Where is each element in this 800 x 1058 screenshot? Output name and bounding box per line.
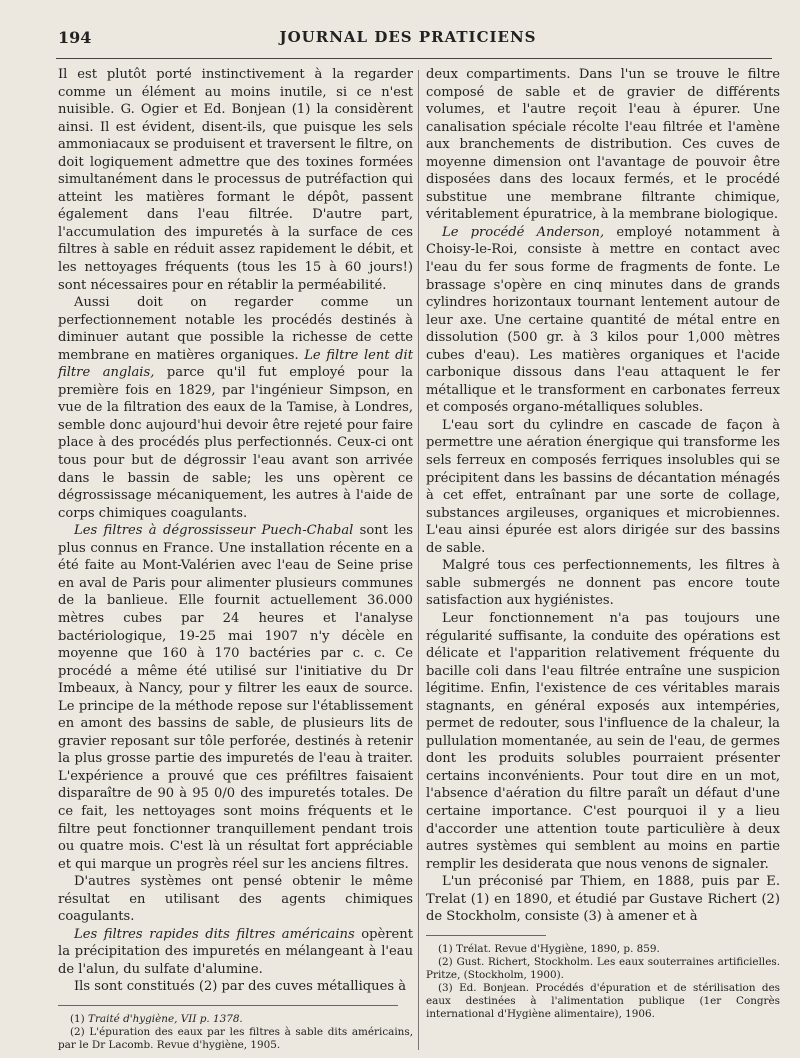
italic-term: Le procédé Anderson, xyxy=(442,224,605,240)
paragraph: deux compartiments. Dans l'un se trouve le filtre composé de sable et de gravier de différents volumes, et l'autre reçoit l'eau à épurer. Une canalisation spéciale récolte l'eau filtrée et l'amène aux branchements de distribution. Ces cuves de moyenne dimension ont l'avantage de pouvoir être disposées dans des locaux fermés, et le procédé substitue une membrane filtrante chimique, véritablement épuratrice, à la membrane biologique. xyxy=(426,67,780,223)
footnotes xyxy=(426,943,780,1021)
italic-term: Le filtre lent dit filtre anglais, xyxy=(58,347,413,381)
paragraph xyxy=(58,926,413,979)
paragraph: L'un préconisé par Thiem, en 1888, puis par E. Trelat (1) en 1890, et étudié par Gustave Richert (2) de Stockholm, consiste (3) à amener et à xyxy=(426,874,780,925)
paragraph xyxy=(58,294,413,522)
page-number: 194 xyxy=(58,28,92,47)
italic-term: Les filtres à dégrossisseur Puech-Chabal xyxy=(74,523,354,539)
right-column xyxy=(426,66,780,1021)
paragraph-text: employé notamment à Choisy-le-Roi, consiste à mettre en contact avec l'eau du fer sous forme de fragments de fonte. Le brassage s'opère en cinq minutes dans de grands cylindres horizontaux tournant lentement autour de leur axe. Une certaine quantité de métal entre en dissolution (500 gr. à 3 kilos pour 1,000 mètres cubes d'eau). Les matières organiques et l'acide carbonique dissous dans l'eau attaquent le fer métallique et le transforment en carbonates ferreux et composés organo-métalliques solubles. xyxy=(426,224,781,416)
paragraph: Ils sont constitués (2) par des cuves métalliques à xyxy=(74,979,407,995)
footnote: (3) Ed. Bonjean. Procédés d'épuration et de stérilisation des eaux destinées à l'alimentation publique (1er Congrès international d'Hygiène alimentaire), 1906. xyxy=(426,981,780,1020)
paragraph-text: opèrent la précipitation des impuretés en mélangeant à l'eau de l'alun, du sulfate d'alumine. xyxy=(58,926,413,977)
paragraph: L'eau sort du cylindre en cascade de façon à permettre une aération énergique qui transforme les sels ferreux en composés ferriques insolubles qui se précipitent dans les bassins de décantation ménagés à cet effet, entraînant par une sorte de collage, substances argileuses, organiques et microbiennes. L'eau ainsi épurée est alors dirigée sur des bassins de sable. xyxy=(426,417,780,556)
header-rule xyxy=(56,58,772,59)
footnote xyxy=(58,1013,413,1026)
footnote-number: (1) xyxy=(70,1012,85,1025)
paragraph: Il est plutôt porté instinctivement à la regarder comme un élément au moins inutile, si ce n'est nuisible. G. Ogier et Ed. Bonjean (1) la considèrent ainsi. Il est évident, disent-ils, que puisque les sels ammoniacaux se produisent et traversent le filtre, on doit logiquement admettre que des toxines formées simultanément dans le processus de putréfaction qui atteint les matières formant le dépôt, passent également dans l'eau filtrée. D'autre part, l'accumulation des impuretés à la surface de ces filtres à sable en réduit assez rapidement le débit, et les nettoyages fréquents (tous les 15 à 60 jours!) sont nécessaires pour en rétablir la perméabilité. xyxy=(58,67,413,293)
journal-title: JOURNAL DES PRATICIENS xyxy=(279,28,537,46)
paragraph-text: sont les plus connus en France. Une installation récente en a été faite au Mont-Valérien avec l'eau de Seine prise en aval de Paris pour alimenter plusieurs communes de la banlieue. Elle fournit actuellement 36.000 mètres cubes par 24 heures et l'analyse bactériologique, 19-25 mai 1907 n'y décèle en moyenne que 160 à 170 bactéries par c. c. Ce procédé a même été utilisé sur l'initiative du Dr Imbeaux, à Nancy, pour y filtrer les eaux de source. Le principe de la méthode repose sur l'établissement en amont des bassins de sable, de plusieurs lits de gravier reposant sur tôle perforée, destinés à retenir la plus grosse partie des impuretés de l'eau à traiter. L'expérience a prouvé que ces préfiltres faisaient disparaître de 90 à 95 0/0 des impuretés totales. De ce fait, les nettoyages sont moins fréquents et le filtre peut fonctionner tranquillement pendant trois ou quatre mois. C'est là un résultat fort appréciable et qui marque un progrès réel sur les anciens filtres. xyxy=(58,523,413,872)
footnote: (2) Gust. Richert, Stockholm. Les eaux souterraines artificielles. Pritze, (Stockholm, 1900). xyxy=(426,955,780,981)
footnote-rule xyxy=(426,935,546,936)
footnote-text: Traité d'hygiène, VII p. 1378. xyxy=(88,1012,243,1025)
italic-term: Les filtres rapides dits filtres américains xyxy=(74,926,355,942)
paragraph: D'autres systèmes ont pensé obtenir le même résultat en utilisant des agents chimiques coagulants. xyxy=(58,874,413,925)
paragraph xyxy=(426,224,780,417)
footnote-rule xyxy=(58,1005,398,1006)
footnote: (1) Trélat. Revue d'Hygiène, 1890, p. 859. xyxy=(438,942,660,955)
paragraph xyxy=(58,522,413,873)
footnotes xyxy=(58,1013,413,1052)
paragraph-text: parce qu'il fut employé pour la première fois en 1829, par l'ingénieur Simpson, en vue de la filtration des eaux de la Tamise, à Londres, semble donc aujourd'hui devoir être rejeté pour faire place à des procédés plus perfectionnés. Ceux-ci ont tous pour but de dégrossir l'eau avant son arrivée dans le bassin de sable; les uns opèrent ce dégrossissage mécaniquement, les autres à l'aide de corps chimiques coagulants. xyxy=(58,365,413,521)
footnote: (2) L'épuration des eaux par les filtres à sable dits américains, par le Dr Lacomb. Revue d'hygiène, 1905. xyxy=(58,1025,413,1051)
paragraph: Leur fonctionnement n'a pas toujours une régularité suffisante, la conduite des opérations est délicate et l'apparition relativement fréquente du bacille coli dans l'eau filtrée entraîne une suspicion légitime. Enfin, l'existence de ces véritables marais stagnants, en général exposés aux intempéries, permet de redouter, sous l'influence de la chaleur, la pullulation momentanée, au sein de l'eau, de germes dont les produits solubles pourraient présenter certains inconvénients. Pour tout dire en un mot, l'absence d'aération du filtre paraît un défaut d'une certaine importance. C'est pourquoi il y a lieu d'accorder une attention toute particulière à deux autres systèmes qui semblent au moins en partie remplir les desiderata que nous venons de signaler. xyxy=(426,610,780,872)
left-column xyxy=(58,66,413,1052)
paragraph-text: Aussi doit on regarder comme un perfectionnement notable les procédés destinés à diminuer autant que possible la richesse de cette membrane en matières organiques. xyxy=(58,295,413,363)
page-header xyxy=(44,28,772,58)
paragraph: Malgré tous ces perfectionnements, les filtres à sable submergés ne donnent pas encore toute satisfaction aux hygiénistes. xyxy=(426,558,780,609)
column-divider xyxy=(418,70,419,1050)
